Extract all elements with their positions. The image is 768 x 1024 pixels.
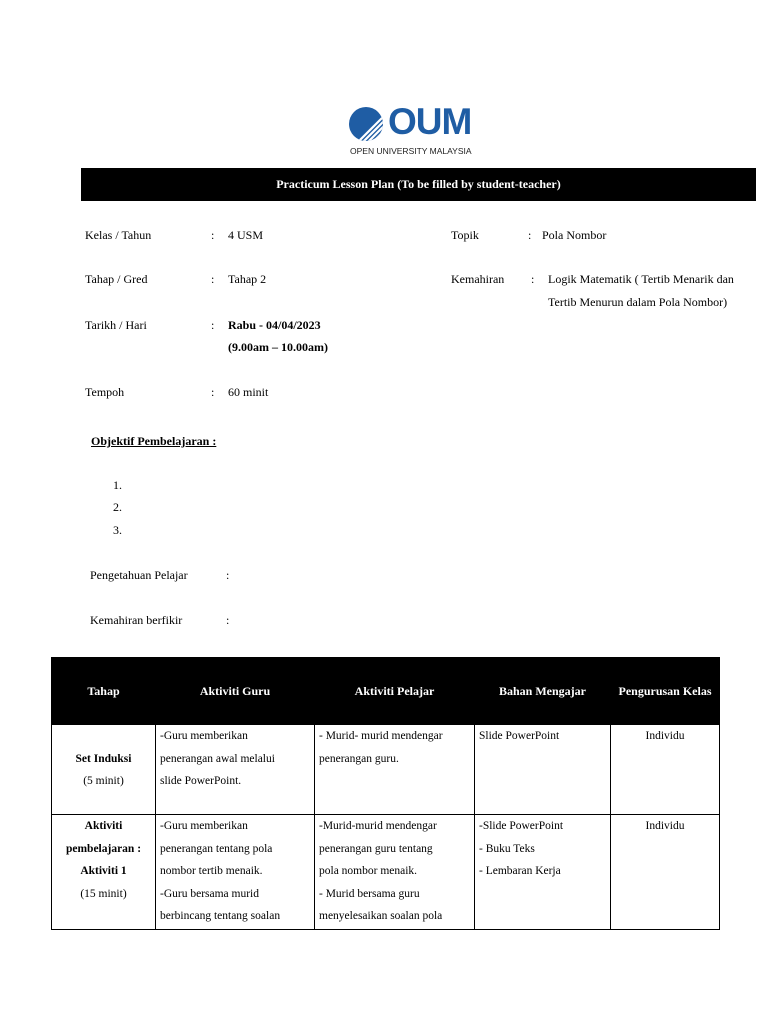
guru-line: -Guru bersama murid xyxy=(160,887,259,900)
tempoh-colon: : xyxy=(211,385,215,399)
topik-colon: : xyxy=(528,228,532,242)
objektif-heading: Objektif Pembelajaran : xyxy=(91,434,217,448)
pelajar-line: penerangan guru tentang xyxy=(319,842,433,855)
header-aktiviti-guru: Aktiviti Guru xyxy=(156,658,315,725)
bahan-line: - Lembaran Kerja xyxy=(479,865,561,877)
guru-line: -Guru memberikan xyxy=(160,730,248,742)
bahan-cell xyxy=(475,725,611,815)
guru-line: slide PowerPoint. xyxy=(160,775,242,787)
tarikh-label: Tarikh / Hari xyxy=(85,318,147,332)
guru-line: nombor tertib menaik. xyxy=(160,865,263,877)
kemahiran-label: Kemahiran xyxy=(451,272,505,286)
tahap-time: (5 minit) xyxy=(83,775,124,787)
table-header-row xyxy=(52,658,720,725)
kelas-value: 4 USM xyxy=(228,228,264,242)
bahan-line: - Buku Teks xyxy=(479,842,535,855)
pengurusan-value: Individu xyxy=(645,820,685,832)
header-bahan-mengajar: Bahan Mengajar xyxy=(475,658,611,725)
objective-item: 3. xyxy=(113,523,122,537)
header-aktiviti-pelajar: Aktiviti Pelajar xyxy=(315,658,475,725)
oum-globe-icon xyxy=(348,106,384,142)
table-row xyxy=(52,725,720,815)
kemahiran-value-line2: Tertib Menurun dalam Pola Nombor) xyxy=(548,295,728,309)
objective-item: 2. xyxy=(113,500,122,514)
pelajar-cell xyxy=(315,725,475,815)
header-tahap: Tahap xyxy=(52,658,156,725)
kemahiran-colon: : xyxy=(531,272,535,286)
pelajar-line: pola nombor menaik. xyxy=(319,865,418,877)
berfikir-label: Kemahiran berfikir xyxy=(90,613,183,627)
oum-logo xyxy=(348,101,482,160)
bahan-cell xyxy=(475,815,611,930)
pelajar-line: - Murid- murid mendengar xyxy=(319,730,443,742)
tahap-name: Aktiviti 1 xyxy=(80,865,127,877)
topik-label: Topik xyxy=(451,228,479,242)
tarikh-colon: : xyxy=(211,318,215,332)
objective-item: 1. xyxy=(113,478,122,492)
tahap-cell xyxy=(52,815,156,930)
tahap-name: Set Induksi xyxy=(75,752,132,765)
tempoh-value: 60 minit xyxy=(228,385,269,399)
guru-line: penerangan tentang pola xyxy=(160,842,273,855)
tahap-time: (15 minit) xyxy=(80,887,127,900)
kelas-label: Kelas / Tahun xyxy=(85,228,152,242)
guru-cell xyxy=(156,725,315,815)
tempoh-label: Tempoh xyxy=(85,385,125,399)
bahan-line: -Slide PowerPoint xyxy=(479,820,564,832)
lesson-plan-title-bar xyxy=(81,168,756,201)
tahap-label: Tahap / Gred xyxy=(85,272,148,286)
tahap-cell xyxy=(52,725,156,815)
pelajar-cell xyxy=(315,815,475,930)
kelas-colon: : xyxy=(211,228,215,242)
pelajar-line: penerangan guru. xyxy=(319,752,399,765)
kemahiran-value-line1: Logik Matematik ( Tertib Menarik dan xyxy=(548,272,734,286)
logo-subtitle: OPEN UNIVERSITY MALAYSIA xyxy=(350,146,472,156)
guru-cell xyxy=(156,815,315,930)
tarikh-time-value: (9.00am – 10.00am) xyxy=(228,340,328,354)
pelajar-line: -Murid-murid mendengar xyxy=(319,820,437,832)
pengurusan-cell xyxy=(611,725,720,815)
lesson-plan-table xyxy=(51,657,720,930)
tahap-colon: : xyxy=(211,272,215,286)
tahap-value: Tahap 2 xyxy=(228,272,267,286)
tarikh-date-value: Rabu - 04/04/2023 xyxy=(228,318,321,332)
pelajar-line: menyelesaikan soalan pola xyxy=(319,910,443,922)
topik-value: Pola Nombor xyxy=(542,228,607,242)
pengurusan-cell xyxy=(611,815,720,930)
pengurusan-value: Individu xyxy=(645,730,685,742)
pelajar-line: - Murid bersama guru xyxy=(319,887,420,900)
guru-line: penerangan awal melalui xyxy=(160,752,275,765)
guru-line: berbincang tentang soalan xyxy=(160,910,281,922)
logo-wordmark: OUM xyxy=(388,101,472,142)
bahan-line: Slide PowerPoint xyxy=(479,730,560,742)
tahap-name: pembelajaran : xyxy=(65,842,142,855)
tahap-name: Aktiviti xyxy=(84,820,123,832)
lesson-plan-title: Practicum Lesson Plan (To be filled by student-teacher) xyxy=(276,177,561,191)
pengetahuan-colon: : xyxy=(226,568,230,582)
pengetahuan-label: Pengetahuan Pelajar xyxy=(90,568,188,582)
header-pengurusan-kelas: Pengurusan Kelas xyxy=(611,658,720,725)
table-row xyxy=(52,815,720,930)
guru-line: -Guru memberikan xyxy=(160,820,248,832)
berfikir-colon: : xyxy=(226,613,230,627)
